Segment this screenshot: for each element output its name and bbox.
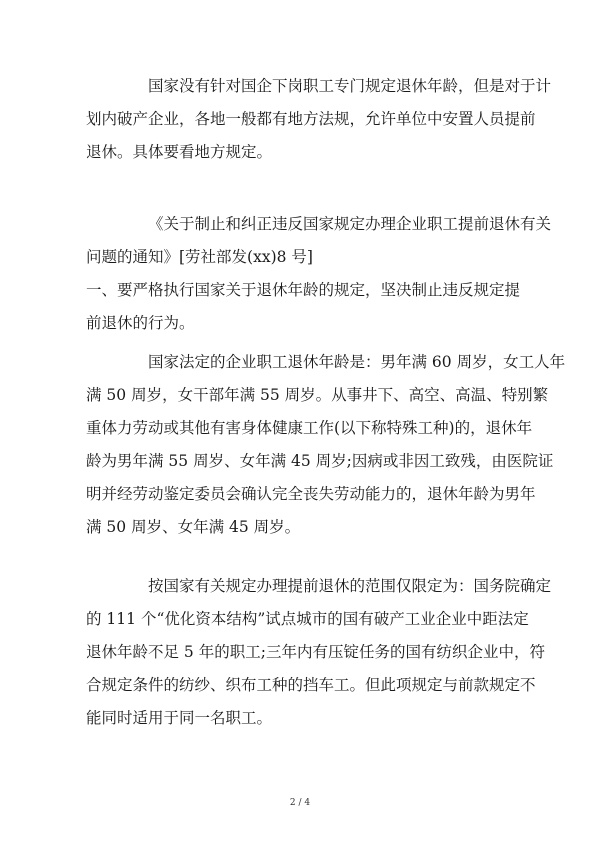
text-line: 前退休的行为。 [86, 314, 195, 332]
text-line: 国家没有针对国企下岗职工专门规定退休年龄，但是对于计 [148, 77, 552, 95]
text-line: 明并经劳动鉴定委员会确认完全丧失劳动能力的，退休年龄为男年 [86, 485, 536, 503]
text-line: 问题的通知》[劳社部发(xx)8 号] [86, 248, 313, 266]
text-line: 退休。具体要看地方规定。 [86, 143, 273, 161]
paragraph-retirement-age-intro [86, 70, 552, 169]
text-line: 划内破产企业，各地一般都有地方法规，允许单位中安置人员提前 [86, 110, 536, 128]
text-line: 能同时适用于同一名职工。 [86, 709, 273, 727]
text-line: 合规定条件的纺纱、织布工种的挡车工。但此项规定与前款规定不 [86, 676, 536, 694]
text-line: 国家法定的企业职工退休年龄是：男年满 60 周岁，女工人年 [148, 353, 566, 371]
text-line: 龄为男年满 55 周岁、女年满 45 周岁;因病或非因工致残，由医院证 [86, 452, 554, 470]
paragraph-early-retirement-scope [86, 570, 552, 735]
text-line: 按国家有关规定办理提前退休的范围仅限定为：国务院确定 [148, 577, 552, 595]
text-line: 满 50 周岁、女年满 45 周岁。 [86, 518, 301, 536]
section-heading-line: 一、要严格执行国家关于退休年龄的规定，坚决制止违反规定提 [86, 281, 521, 299]
paragraph-legal-retirement-age [86, 346, 566, 544]
page-number: 2 / 4 [289, 798, 311, 808]
text-line: 《关于制止和纠正违反国家规定办理企业职工提前退休有关 [148, 215, 552, 233]
text-line: 满 50 周岁，女干部年满 55 周岁。从事井下、高空、高温、特别繁 [86, 386, 549, 404]
paragraph-notice-citation [86, 208, 552, 340]
text-line: 重体力劳动或其他有害身体健康工作(以下称特殊工种)的，退休年 [86, 419, 533, 437]
text-line: 退休年龄不足 5 年的职工;三年内有压锭任务的国有纺织企业中，符 [86, 643, 545, 661]
text-line: 的 111 个“优化资本结构”试点城市的国有破产工业企业中距法定 [86, 610, 529, 628]
